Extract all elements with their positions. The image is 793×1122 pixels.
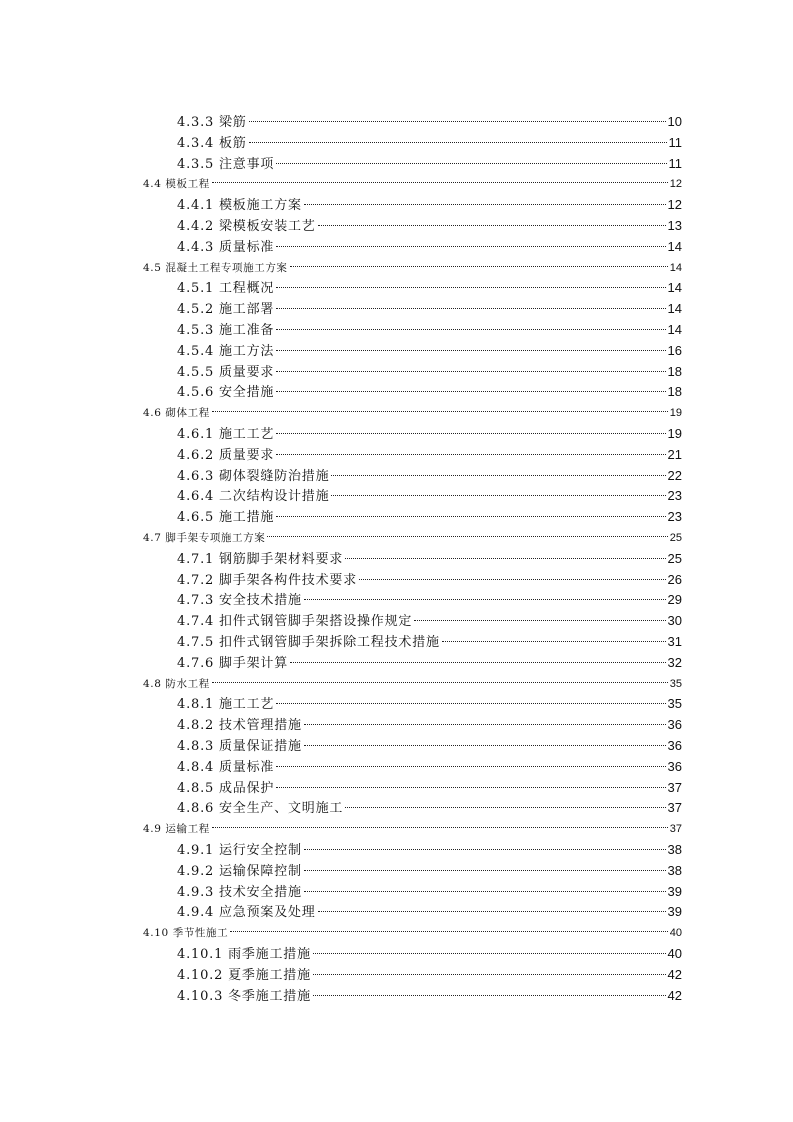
- toc-subsection-entry[interactable]: [177, 715, 682, 735]
- toc-subsection-entry[interactable]: [177, 590, 682, 610]
- toc-page-number: 38: [667, 862, 682, 878]
- toc-subsection-entry[interactable]: [177, 320, 682, 340]
- toc-dot-leader: [290, 266, 668, 267]
- toc-dot-leader: [304, 870, 666, 871]
- toc-subsection-entry[interactable]: [177, 278, 682, 298]
- toc-entry-title: 4.4.2 梁模板安装工艺: [177, 219, 316, 234]
- toc-subsection-entry[interactable]: [177, 237, 682, 257]
- toc-page-number: 18: [667, 384, 682, 400]
- toc-page-number: 14: [669, 261, 682, 274]
- toc-page-number: 22: [667, 467, 682, 483]
- toc-entry-title: 4.6 砌体工程: [143, 407, 210, 420]
- toc-page-number: 10: [667, 114, 682, 129]
- toc-subsection-entry[interactable]: [177, 944, 682, 964]
- toc-dot-leader: [276, 766, 665, 767]
- toc-entry-title: 4.6.4 二次结构设计措施: [177, 489, 330, 505]
- toc-page-number: 12: [667, 197, 682, 213]
- toc-section-entry[interactable]: [143, 819, 682, 839]
- toc-dot-leader: [212, 182, 668, 183]
- toc-page-number: 40: [669, 927, 682, 940]
- toc-entry-title: 4.5.5 质量要求: [177, 364, 275, 380]
- toc-entry-title: 4.9.3 技术安全措施: [177, 884, 302, 900]
- toc-page-number: 19: [669, 407, 682, 420]
- toc-dot-leader: [276, 246, 665, 247]
- toc-page-number: 37: [669, 823, 682, 836]
- toc-entry-title: 4.4.1 模板施工方案: [177, 198, 302, 214]
- toc-entry-title: 4.6.2 质量要求: [177, 447, 275, 463]
- toc-entry-title: 4.8.5 成品保护: [177, 780, 275, 796]
- toc-section-entry[interactable]: [143, 174, 682, 194]
- toc-entry-title: 4.4 模板工程: [143, 178, 210, 191]
- toc-page-number: 36: [667, 717, 682, 733]
- toc-entry-title: 4.6.5 施工措施: [177, 510, 275, 526]
- toc-entry-title: 4.7.4 扣件式钢管脚手架搭设操作规定: [177, 614, 413, 630]
- toc-page-number: 31: [667, 634, 682, 649]
- toc-page-number: 14: [667, 322, 682, 337]
- toc-dot-leader: [276, 391, 665, 392]
- toc-subsection-entry[interactable]: [177, 840, 682, 860]
- toc-dot-leader: [276, 308, 665, 309]
- toc-subsection-entry[interactable]: [177, 424, 682, 444]
- toc-subsection-entry[interactable]: [177, 965, 682, 985]
- toc-page-number: 35: [669, 677, 682, 690]
- toc-page-number: 42: [667, 966, 682, 982]
- toc-subsection-entry[interactable]: [177, 861, 682, 881]
- toc-subsection-entry[interactable]: [177, 362, 682, 382]
- toc-subsection-entry[interactable]: [177, 882, 682, 902]
- toc-page-number: 36: [667, 758, 682, 774]
- toc-entry-title: 4.5.1 工程概况: [177, 281, 275, 297]
- toc-subsection-entry[interactable]: [177, 694, 682, 714]
- toc-dot-leader: [230, 931, 668, 932]
- toc-entry-title: 4.6.3 砌体裂缝防治措施: [177, 468, 330, 484]
- toc-entry-title: 4.10.3 冬季施工措施: [177, 988, 311, 1004]
- toc-page-number: 11: [668, 134, 682, 150]
- toc-page-number: 26: [667, 571, 682, 587]
- toc-dot-leader: [290, 662, 666, 663]
- toc-dot-leader: [331, 495, 665, 496]
- toc-page-number: 13: [667, 218, 682, 233]
- toc-dot-leader: [249, 142, 667, 143]
- toc-page-number: 25: [667, 550, 682, 566]
- toc-dot-leader: [304, 891, 666, 892]
- toc-subsection-entry[interactable]: [177, 632, 682, 652]
- toc-subsection-entry[interactable]: [177, 195, 682, 215]
- toc-entry-title: 4.5.3 施工准备: [177, 323, 275, 338]
- toc-subsection-entry[interactable]: [177, 445, 682, 465]
- toc-entry-title: 4.7.6 脚手架计算: [177, 655, 289, 671]
- toc-page-number: 40: [667, 946, 682, 961]
- toc-dot-leader: [276, 371, 665, 372]
- toc-subsection-entry[interactable]: [177, 486, 682, 506]
- toc-page-number: 23: [667, 509, 682, 525]
- toc-dot-leader: [212, 682, 668, 683]
- toc-subsection-entry[interactable]: [177, 986, 682, 1006]
- toc-subsection-entry[interactable]: [177, 133, 682, 153]
- toc-subsection-entry[interactable]: [177, 112, 682, 132]
- toc-page-number: 25: [669, 532, 682, 544]
- toc-entry-title: 4.9.1 运行安全控制: [177, 843, 302, 858]
- toc-subsection-entry[interactable]: [177, 757, 682, 777]
- toc-subsection-entry[interactable]: [177, 798, 682, 818]
- toc-page-number: 12: [669, 178, 682, 191]
- toc-subsection-entry[interactable]: [177, 902, 682, 922]
- toc-subsection-entry[interactable]: [177, 549, 682, 569]
- toc-entry-title: 4.9.2 运输保障控制: [177, 863, 302, 879]
- toc-entry-title: 4.10.1 雨季施工措施: [177, 947, 311, 962]
- toc-page-number: 21: [667, 446, 682, 462]
- toc-page-number: 14: [667, 280, 682, 296]
- toc-entry-title: 4.5.6 安全措施: [177, 385, 275, 401]
- toc-entry-title: 4.5 混凝土工程专项施工方案: [143, 261, 288, 274]
- toc-dot-leader: [414, 620, 665, 621]
- toc-dot-leader: [249, 121, 666, 122]
- toc-entry-title: 4.7.5 扣件式钢管脚手架拆除工程技术措施: [177, 635, 440, 650]
- toc-page-number: 11: [668, 155, 682, 171]
- toc-entry-title: 4.7 脚手架专项施工方案: [143, 532, 266, 544]
- toc-dot-leader: [276, 516, 665, 517]
- toc-page-number: 14: [667, 301, 682, 317]
- toc-subsection-entry[interactable]: [177, 154, 682, 174]
- toc-subsection-entry[interactable]: [177, 570, 682, 590]
- toc-entry-title: 4.5.2 施工部署: [177, 302, 275, 318]
- toc-entry-title: 4.8 防水工程: [143, 677, 210, 690]
- toc-subsection-entry[interactable]: [177, 736, 682, 756]
- toc-entry-title: 4.9 运输工程: [143, 823, 210, 836]
- toc-dot-leader: [442, 641, 666, 642]
- toc-entry-title: 4.3.4 板筋: [177, 135, 247, 151]
- toc-entry-title: 4.7.2 脚手架各构件技术要求: [177, 572, 358, 588]
- toc-dot-leader: [276, 454, 665, 455]
- toc-dot-leader: [345, 558, 665, 559]
- toc-entry-title: 4.3.5 注意事项: [177, 156, 275, 172]
- toc-dot-leader: [276, 433, 665, 434]
- toc-dot-leader: [304, 724, 666, 725]
- toc-page-number: 14: [667, 238, 682, 254]
- toc-page-number: 29: [667, 592, 682, 608]
- toc-page-number: 16: [667, 342, 682, 358]
- toc-subsection-entry[interactable]: [177, 341, 682, 361]
- toc-dot-leader: [212, 827, 668, 828]
- toc-page-number: 37: [667, 779, 682, 795]
- toc-subsection-entry[interactable]: [177, 299, 682, 319]
- toc-entry-title: 4.8.6 安全生产、文明施工: [177, 801, 344, 817]
- toc-section-entry[interactable]: [143, 258, 682, 278]
- toc-entry-title: 4.10.2 夏季施工措施: [177, 967, 311, 983]
- toc-page-number: 19: [667, 426, 682, 441]
- toc-section-entry[interactable]: [143, 528, 682, 548]
- toc-dot-leader: [276, 287, 665, 288]
- toc-section-entry[interactable]: [143, 403, 682, 423]
- toc-dot-leader: [304, 204, 666, 205]
- toc-page-number: 23: [667, 488, 682, 504]
- toc-entry-title: 4.7.3 安全技术措施: [177, 593, 302, 609]
- toc-dot-leader: [313, 974, 666, 975]
- toc-dot-leader: [276, 163, 666, 164]
- toc-entry-title: 4.5.4 施工方法: [177, 343, 275, 359]
- toc-dot-leader: [313, 953, 666, 954]
- toc-subsection-entry[interactable]: [177, 466, 682, 486]
- toc-entry-title: 4.10 季节性施工: [143, 927, 229, 940]
- toc-page-number: 36: [667, 738, 682, 753]
- toc-dot-leader: [304, 745, 666, 746]
- toc-dot-leader: [276, 787, 665, 788]
- toc-page-number: 37: [667, 800, 682, 816]
- toc-page-number: 35: [667, 696, 682, 712]
- toc-page-number: 42: [667, 987, 682, 1003]
- toc-subsection-entry[interactable]: [177, 507, 682, 527]
- toc-dot-leader: [276, 703, 665, 704]
- toc-dot-leader: [313, 995, 666, 996]
- toc-entry-title: 4.6.1 施工工艺: [177, 427, 275, 442]
- toc-dot-leader: [318, 225, 666, 226]
- toc-subsection-entry[interactable]: [177, 216, 682, 236]
- toc-page-number: 32: [667, 654, 682, 670]
- toc-subsection-entry[interactable]: [177, 653, 682, 673]
- toc-entry-title: 4.8.3 质量保证措施: [177, 739, 302, 754]
- toc-entry-title: 4.8.4 质量标准: [177, 759, 275, 775]
- toc-dot-leader: [304, 599, 666, 600]
- toc-page-number: 30: [667, 613, 682, 629]
- toc-page-number: 18: [667, 363, 682, 379]
- toc-entry-title: 4.7.1 钢筋脚手架材料要求: [177, 551, 344, 567]
- toc-section-entry[interactable]: [143, 674, 682, 694]
- toc-subsection-entry[interactable]: [177, 778, 682, 798]
- toc-section-entry[interactable]: [143, 923, 682, 943]
- toc-entry-title: 4.4.3 质量标准: [177, 239, 275, 255]
- toc-entry-title: 4.3.3 梁筋: [177, 115, 247, 130]
- toc-dot-leader: [318, 911, 666, 912]
- toc-page-number: 39: [667, 904, 682, 920]
- toc-subsection-entry[interactable]: [177, 382, 682, 402]
- toc-dot-leader: [276, 350, 665, 351]
- toc-entry-title: 4.9.4 应急预案及处理: [177, 905, 316, 921]
- toc-dot-leader: [276, 329, 665, 330]
- toc-dot-leader: [267, 536, 667, 537]
- toc-dot-leader: [345, 807, 665, 808]
- toc-dot-leader: [212, 411, 668, 412]
- toc-dot-leader: [331, 475, 665, 476]
- toc-page-number: 38: [667, 842, 682, 857]
- toc-page-number: 39: [667, 883, 682, 899]
- toc-dot-leader: [359, 579, 666, 580]
- toc-entry-title: 4.8.1 施工工艺: [177, 697, 275, 713]
- toc-dot-leader: [304, 849, 666, 850]
- toc-entry-title: 4.8.2 技术管理措施: [177, 718, 302, 734]
- toc-subsection-entry[interactable]: [177, 611, 682, 631]
